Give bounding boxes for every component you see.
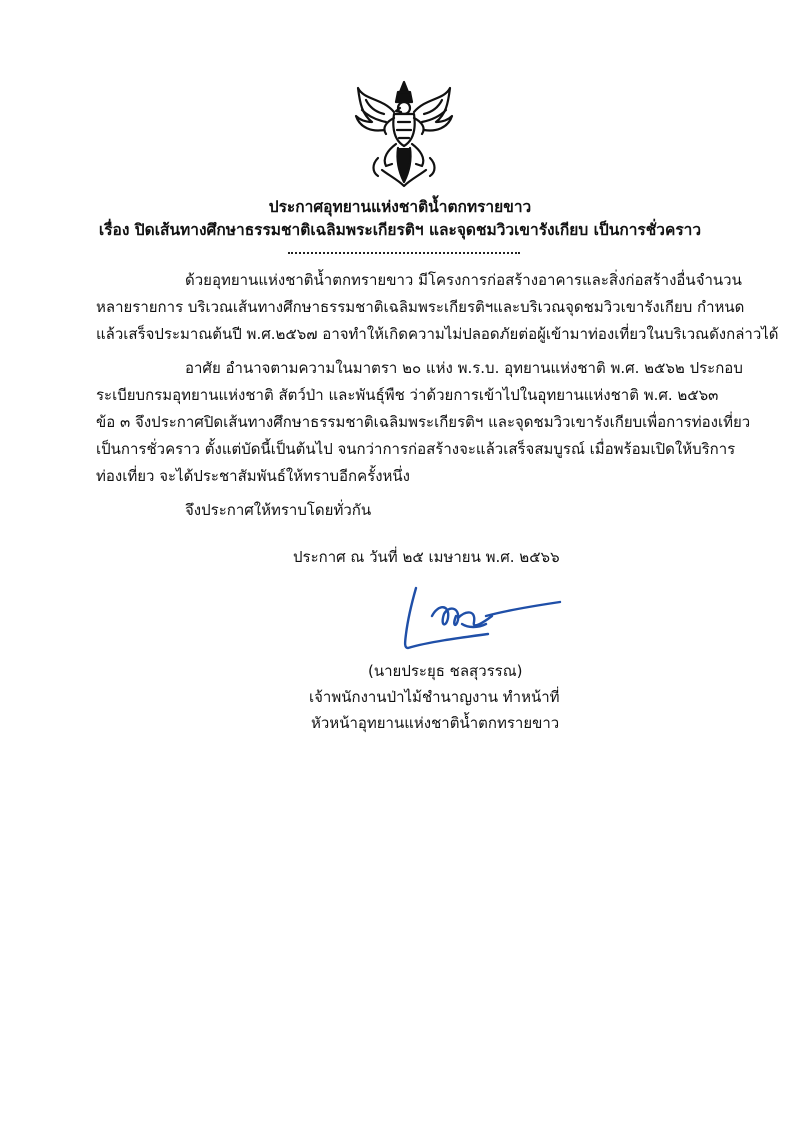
announcement-subject: เรื่อง ปิดเส้นทางศึกษาธรรมชาติเฉลิมพระเกียรติฯ และจุดชมวิวเขารังเกียบ เป็นการชั่วคราว bbox=[98, 221, 702, 239]
closing-statement: จึงประกาศให้ทราบโดยทั่วกัน bbox=[185, 501, 372, 519]
paragraph-2-line-3: ข้อ ๓ จึงประกาศปิดเส้นทางศึกษาธรรมชาติเฉลิมพระเกียรติฯ และจุดชมวิวเขารังเกียบเพื่อการท่องเที่ยว bbox=[96, 413, 751, 431]
signature-image bbox=[388, 582, 568, 656]
paragraph-1-line-3: แล้วเสร็จประมาณต้นปี พ.ศ.๒๕๖๗ อาจทำให้เกิดความไม่ปลอดภัยต่อผู้เข้ามาท่องเที่ยวในบริเวณดังกล่าวได้ bbox=[96, 325, 779, 343]
paragraph-2-line-2: ระเบียบกรมอุทยานแห่งชาติ สัตว์ป่า และพันธุ์พืช ว่าด้วยการเข้าไปในอุทยานแห่งชาติ พ.ศ. ๒๕๖๓ bbox=[96, 386, 719, 404]
dotted-divider bbox=[288, 252, 520, 254]
announcement-date: ประกาศ ณ วันที่ ๒๕ เมษายน พ.ศ. ๒๕๖๖ bbox=[293, 548, 560, 566]
announcement-title: ประกาศอุทยานแห่งชาติน้ำตกทรายขาว bbox=[268, 198, 532, 216]
garuda-emblem-icon bbox=[352, 78, 456, 190]
paragraph-1-line-2: หลายรายการ บริเวณเส้นทางศึกษาธรรมชาติเฉลิมพระเกียรติฯและบริเวณจุดชมวิวเขารังเกียบ กำหนด bbox=[96, 298, 745, 316]
paragraph-2-line-1: อาศัย อำนาจตามความในมาตรา ๒๐ แห่ง พ.ร.บ. อุทยานแห่งชาติ พ.ศ. ๒๕๖๒ ประกอบ bbox=[185, 359, 743, 377]
paragraph-2-line-4: เป็นการชั่วคราว ตั้งแต่บัดนี้เป็นต้นไป จนกว่าการก่อสร้างจะแล้วเสร็จสมบูรณ์ เมื่อพร้อมเปิดให้บริการ bbox=[96, 440, 736, 458]
signer-title: เจ้าพนักงานป่าไม้ชำนาญงาน ทำหน้าที่ bbox=[309, 688, 560, 706]
signer-position: หัวหน้าอุทยานแห่งชาติน้ำตกทรายขาว bbox=[311, 714, 560, 732]
paragraph-2-line-5: ท่องเที่ยว จะได้ประชาสัมพันธ์ให้ทราบอีกครั้งหนึ่ง bbox=[96, 467, 410, 485]
signer-name: (นายประยุธ ชลสุวรรณ) bbox=[368, 662, 523, 680]
paragraph-1-line-1: ด้วยอุทยานแห่งชาติน้ำตกทรายขาว มีโครงการก่อสร้างอาคารและสิ่งก่อสร้างอื่นจำนวน bbox=[185, 271, 742, 289]
